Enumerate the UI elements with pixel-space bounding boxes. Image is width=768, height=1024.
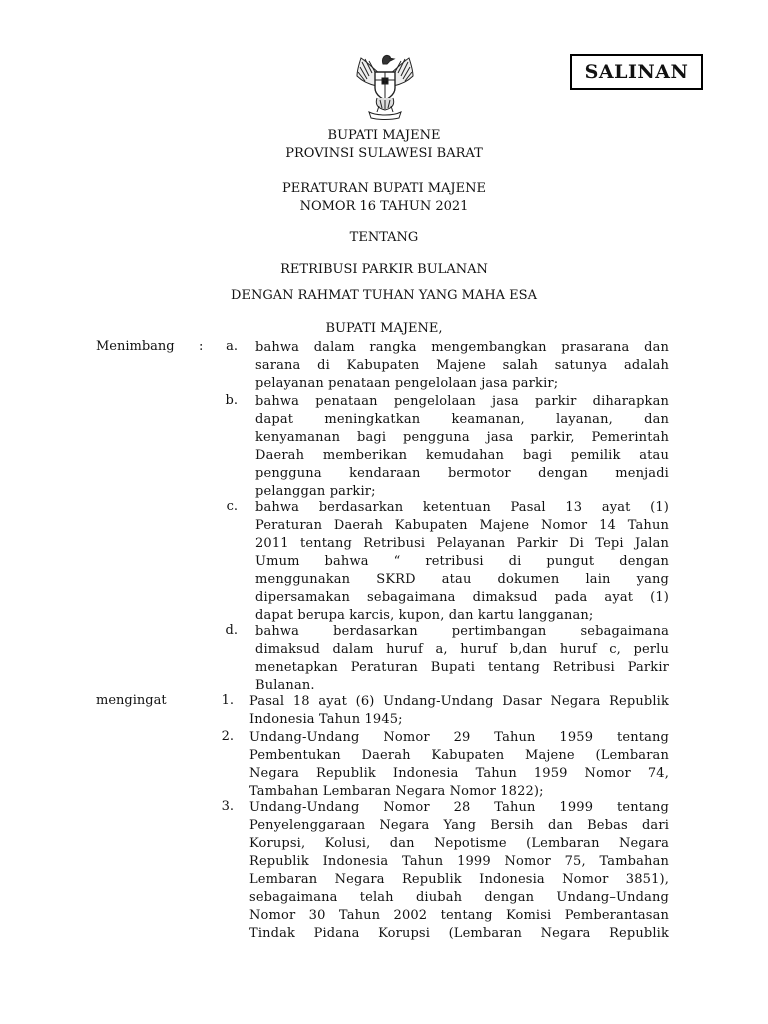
- header-judul: RETRIBUSI PARKIR BULANAN: [280, 262, 488, 277]
- header-bupati: BUPATI MAJENE: [327, 128, 441, 143]
- text-line: Bulanan.: [255, 678, 315, 693]
- menimbang-colon: :: [199, 339, 204, 354]
- menimbang-marker-d: d.: [225, 623, 238, 638]
- menimbang-label: Menimbang: [96, 339, 175, 354]
- text-line: Korupsi, Kolusi, dan Nepotisme (Lembaran Negara: [249, 836, 669, 851]
- menimbang-item-d: [255, 623, 669, 695]
- text-line: bahwa penataan pengelolaan jasa parkir diharapkan: [255, 394, 669, 409]
- mengingat-item-3: [249, 799, 669, 943]
- mengingat-marker-1: 1.: [221, 693, 234, 708]
- text-line: kenyamanan bagi pengguna jasa parkir, Pemerintah: [255, 430, 669, 445]
- mengingat-marker-2: 2.: [221, 729, 234, 744]
- mengingat-item-2: [249, 729, 669, 801]
- text-line: pengguna kendaraan bermotor dengan menjadi: [255, 466, 669, 481]
- header-provinsi: PROVINSI SULAWESI BARAT: [285, 146, 483, 161]
- text-line: Pasal 18 ayat (6) Undang-Undang Dasar Negara Republik: [249, 694, 669, 709]
- header-peraturan: PERATURAN BUPATI MAJENE: [282, 181, 486, 196]
- text-line: menggunakan SKRD atau dokumen lain yang: [255, 572, 669, 587]
- text-line: bahwa berdasarkan ketentuan Pasal 13 ayat (1): [255, 500, 669, 515]
- text-line: bahwa dalam rangka mengembangkan prasarana dan: [255, 340, 669, 355]
- salinan-stamp: [570, 54, 703, 90]
- menimbang-item-c: [255, 499, 669, 625]
- text-line: sarana di Kabupaten Majene salah satunya adalah: [255, 358, 669, 373]
- text-line: Undang-Undang Nomor 28 Tahun 1999 tentang: [249, 800, 669, 815]
- text-line: Lembaran Negara Republik Indonesia Nomor 3851),: [249, 872, 669, 887]
- mengingat-item-1: [249, 693, 669, 729]
- menimbang-marker-b: b.: [225, 393, 238, 408]
- header-rahmat: DENGAN RAHMAT TUHAN YANG MAHA ESA: [231, 288, 537, 303]
- text-line: Umum bahwa “ retribusi di pungut dengan: [255, 554, 669, 569]
- text-line: dapat meningkatkan keamanan, layanan, dan: [255, 412, 669, 427]
- text-line: Negara Republik Indonesia Tahun 1959 Nomor 74,: [249, 766, 669, 781]
- text-line: dapat berupa karcis, kupon, dan kartu langganan;: [255, 608, 594, 623]
- menimbang-item-a: [255, 339, 669, 393]
- text-line: 2011 tentang Retribusi Pelayanan Parkir Di Tepi Jalan: [255, 536, 669, 551]
- text-line: dipersamakan sebagaimana dimaksud pada ayat (1): [255, 590, 669, 605]
- text-line: sebagaimana telah diubah dengan Undang–Undang: [249, 890, 669, 905]
- salinan-stamp-text: SALINAN: [584, 61, 689, 83]
- header-nomor: NOMOR 16 TAHUN 2021: [299, 199, 469, 214]
- text-line: menetapkan Peraturan Bupati tentang Retribusi Parkir: [255, 660, 669, 675]
- text-line: Undang-Undang Nomor 29 Tahun 1959 tentang: [249, 730, 669, 745]
- text-line: Peraturan Daerah Kabupaten Majene Nomor 14 Tahun: [255, 518, 669, 533]
- text-line: Tindak Pidana Korupsi (Lembaran Negara Republik: [249, 926, 669, 941]
- text-line: Republik Indonesia Tahun 1999 Nomor 75, Tambahan: [249, 854, 669, 869]
- text-line: pelayanan penataan pengelolaan jasa parkir;: [255, 376, 559, 391]
- text-line: Nomor 30 Tahun 2002 tentang Komisi Pemberantasan: [249, 908, 669, 923]
- text-line: Tambahan Lembaran Negara Nomor 1822);: [249, 784, 544, 799]
- header-tentang: TENTANG: [349, 230, 419, 245]
- mengingat-label: mengingat: [96, 693, 167, 708]
- garuda-emblem-icon: [347, 50, 423, 122]
- text-line: bahwa berdasarkan pertimbangan sebagaimana: [255, 624, 669, 639]
- text-line: Daerah memberikan kemudahan bagi pemilik atau: [255, 448, 669, 463]
- text-line: Pembentukan Daerah Kabupaten Majene (Lembaran: [249, 748, 669, 763]
- text-line: pelanggan parkir;: [255, 484, 376, 499]
- header-bupati-pembuka: BUPATI MAJENE,: [325, 321, 443, 336]
- menimbang-marker-a: a.: [226, 339, 238, 354]
- text-line: dimaksud dalam huruf a, huruf b,dan huruf c, perlu: [255, 642, 669, 657]
- text-line: Indonesia Tahun 1945;: [249, 712, 403, 727]
- text-line: Penyelenggaraan Negara Yang Bersih dan Bebas dari: [249, 818, 669, 833]
- mengingat-marker-3: 3.: [221, 799, 234, 814]
- menimbang-marker-c: c.: [226, 499, 238, 514]
- menimbang-item-b: [255, 393, 669, 501]
